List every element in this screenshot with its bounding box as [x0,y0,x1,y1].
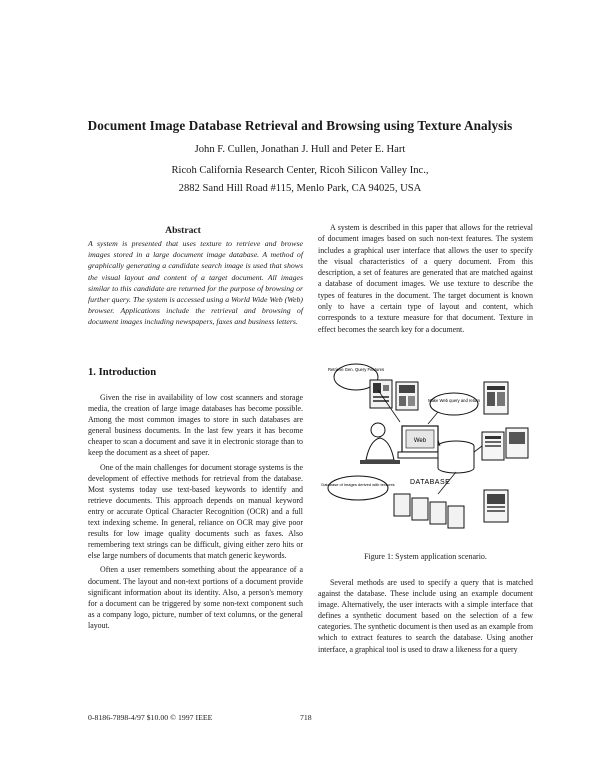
browser-label: Web [413,438,427,444]
page-number: 718 [300,713,312,722]
scenario-illustration [318,360,538,550]
computer-icon [398,426,442,458]
intro-paragraph: One of the main challenges for document storage systems is the development of effective methods for retrieval from the database. Most systems today use text-based keywords to identify and retrieve documents. This approach depends on manual keyword entry or accurate Optical Character Recognition (OCR) and a full text indexing scheme. In general, reliance on OCR may give poor results for low image quality documents such as faxes. Also remembering text strings can be difficult, giving either zero hits or else large numbers of documents that match generic keywords. [88,462,303,561]
right-column-intro [318,222,533,335]
paper-title: Document Image Database Retrieval and Browsing using Texture Analysis [87,118,513,133]
right-intro-paragraph: A system is described in this paper that allows for the retrieval of document images based on such non-text features. The system includes a graphical user interface that allows the user to specify the visual characteristics of a query document. From this description, a set of features are generated that are matched against a database of document images. We use texture to describe the types of features in the document. The target document is known only to have a certain type of layout and content, which corresponds to a texture measure for that document. Texture in effect becomes the search key for a document. [318,223,533,334]
web-query-bubble-label: Make Web query and return [428,398,480,403]
document-thumbnail-right [484,382,508,414]
generate-bubble-label: Database of images derived with textures [321,482,395,487]
figure-caption: Figure 1: System application scenario. [364,552,487,561]
paper-authors: John F. Cullen, Jonathan J. Hull and Peter E. Hart [194,144,406,155]
query-bubble-label: Retrieve Gen. Query Features [327,367,385,372]
database-icon [438,441,474,473]
generate-bubble [328,476,388,500]
right-column-methods [318,577,533,655]
abstract-heading: Abstract [165,225,201,236]
section-heading-introduction: 1. Introduction [88,367,157,378]
abstract-text: A system is presented that uses texture to retrieve and browse images stored in a large document image database. A method of graphically generating a candidate search image is used that shows the visual layout and content of a target document. All images similar to this candidate are returned for the purpose of browsing or further query. The system is accessed using a World Wide Web (Web) browser. Applications include the retrieval and browsing of document images including newspapers, faxes and business letters. [88,239,303,327]
introduction-body [88,392,303,634]
document-thumbnails-bottom [394,490,508,528]
database-label: DATABASE [410,479,451,486]
affiliation-line-1: Ricoh California Research Center, Ricoh Silicon Valley Inc., [171,165,429,176]
document-thumbnails-right [482,428,528,460]
person-icon [360,423,400,464]
intro-paragraph: Given the rise in availability of low cost scanners and storage media, the creation of large image databases has become possible. Among the most common images to store in such databases are general business documents. In the last few years it has become cheaper to scan a document and save it in electronic storage than to keep the document as a sheet of paper. [88,393,303,458]
figure-system-scenario [318,360,538,550]
intro-paragraph: Often a user remembers something about the appearance of a document. The layout and non-text portions of a document provide significant information about its identity. Also, a person's memory for a document can be triggered by some non-text component such as a company logo, picture, number of text columns, or the general layout. [88,565,303,630]
methods-paragraph: Several methods are used to specify a query that is matched against the database. These include using an example document image. Alternatively, the user interacts with a simple interface that defines a synthetic document based on the selection of a few categories. The synthetic document is then used as an example from which to extract features to search the database. Using another interface, a graphical tool is used to draw a likeness for a query [318,578,533,654]
copyright-line: 0-8186-7898-4/97 $10.00 © 1997 IEEE [88,713,213,722]
affiliation-line-2: 2882 Sand Hill Road #115, Menlo Park, CA 94025, USA [178,183,422,194]
document-thumbnails-top [370,380,418,410]
web-query-bubble [430,393,478,415]
